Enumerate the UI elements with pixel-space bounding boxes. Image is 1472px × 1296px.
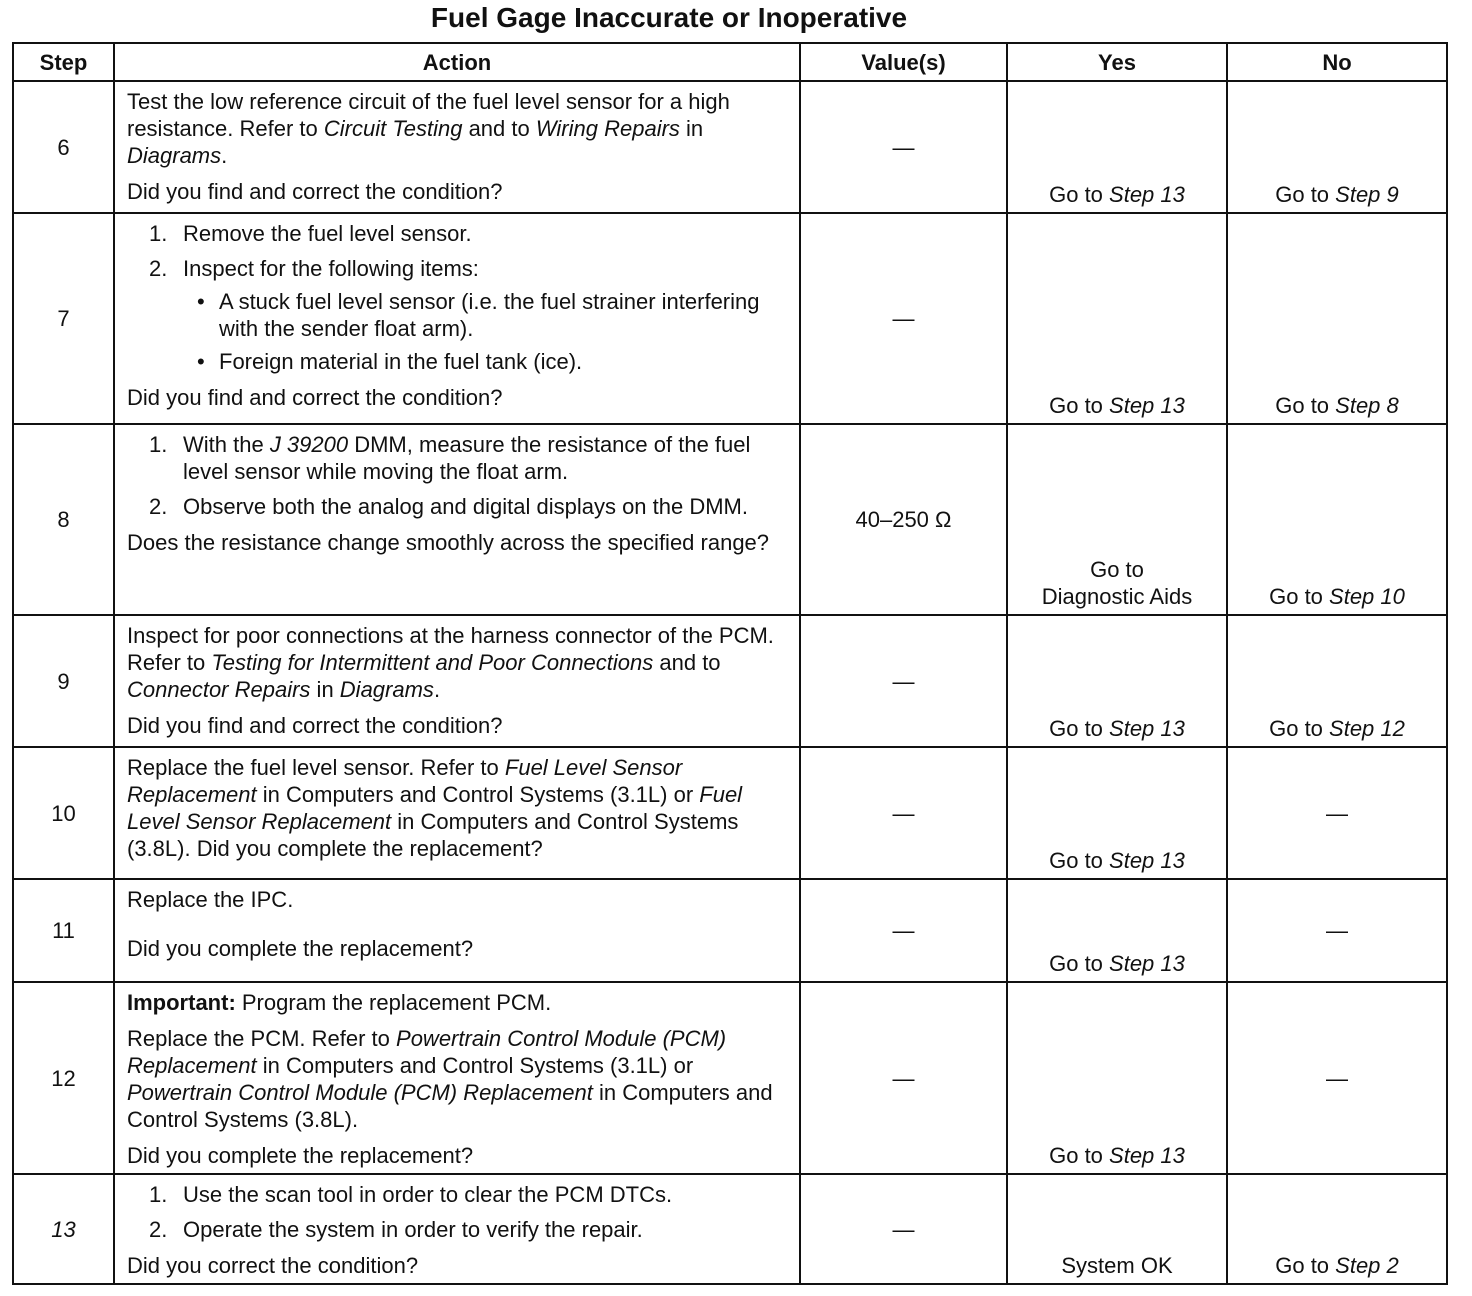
list-item xyxy=(127,431,789,485)
value-cell: — xyxy=(800,213,1007,424)
action-paragraph xyxy=(127,178,789,205)
text-segment: Replace the IPC. xyxy=(127,887,294,912)
text-segment: Diagrams xyxy=(339,677,434,702)
text-segment: in xyxy=(310,677,340,702)
table-row xyxy=(13,747,1447,879)
text-segment: and to xyxy=(653,650,721,675)
table-row xyxy=(13,424,1447,615)
list-item xyxy=(127,1216,789,1243)
step-reference: Step 2 xyxy=(1335,1253,1399,1278)
value-cell: — xyxy=(800,1174,1007,1284)
text-segment: With the xyxy=(183,432,270,457)
text-segment: in Computers and Control Systems (3.8L). xyxy=(127,1080,773,1132)
action-cell xyxy=(114,81,800,213)
text-segment: Diagrams xyxy=(127,143,222,168)
value-cell: — xyxy=(800,747,1007,879)
diagnostic-table xyxy=(12,42,1448,1285)
text-segment: Foreign material in the fuel tank (ice). xyxy=(219,349,583,374)
header-no: No xyxy=(1227,43,1447,81)
text-segment: Did you complete the replacement? xyxy=(127,936,474,961)
text-segment: . xyxy=(221,143,228,168)
table-row xyxy=(13,982,1447,1174)
action-paragraph xyxy=(127,1025,789,1133)
header-step: Step xyxy=(13,43,114,81)
step-number: 11 xyxy=(13,879,114,982)
text-segment: Remove the fuel level sensor. xyxy=(183,221,472,246)
no-cell: — xyxy=(1227,747,1447,879)
bullet-item xyxy=(183,348,789,375)
no-cell: Go to Step 2 xyxy=(1227,1174,1447,1284)
list-number: 1. xyxy=(149,1182,168,1207)
yes-cell: System OK xyxy=(1007,1174,1227,1284)
yes-cell: Go to Step 13 xyxy=(1007,879,1227,982)
no-cell: Go to Step 8 xyxy=(1227,213,1447,424)
list-number: 2. xyxy=(149,1217,168,1242)
text-segment: Fuel Level Sensor Replacement xyxy=(127,782,743,834)
text-segment: Inspect for the following items: xyxy=(183,256,479,281)
bullet-icon: • xyxy=(197,289,205,314)
action-cell xyxy=(114,879,800,982)
step-reference: Step 13 xyxy=(1109,716,1185,741)
text-segment: Did you find and correct the condition? xyxy=(127,385,503,410)
step-number: 7 xyxy=(13,213,114,424)
value-cell: — xyxy=(800,615,1007,747)
text-segment: Did you find and correct the condition? xyxy=(127,179,503,204)
list-item xyxy=(127,255,789,375)
text-segment: A stuck fuel level sensor (i.e. the fuel strainer interfering with the sender float arm). xyxy=(219,289,760,341)
list-number: 2. xyxy=(149,494,168,519)
value-cell: — xyxy=(800,879,1007,982)
header-row xyxy=(13,43,1447,81)
list-item xyxy=(127,220,789,247)
numbered-list xyxy=(127,1181,789,1243)
step-reference: Step 9 xyxy=(1335,182,1399,207)
header-yes: Yes xyxy=(1007,43,1227,81)
step-reference: Step 13 xyxy=(1109,1143,1185,1168)
action-cell xyxy=(114,213,800,424)
value-cell: — xyxy=(800,982,1007,1174)
yes-cell: Go to Step 13 xyxy=(1007,747,1227,879)
text-segment: Use the scan tool in order to clear the PCM DTCs. xyxy=(183,1182,673,1207)
list-item xyxy=(127,1181,789,1208)
bullet-icon: • xyxy=(197,349,205,374)
table-row xyxy=(13,1174,1447,1284)
text-segment: Inspect for poor connections at the harness connector of the PCM. Refer to xyxy=(127,623,774,675)
text-segment: Fuel Level Sensor Replacement xyxy=(127,755,683,807)
no-cell: Go to Step 9 xyxy=(1227,81,1447,213)
action-cell xyxy=(114,982,800,1174)
text-segment: Wiring Repairs xyxy=(535,116,680,141)
step-reference: Step 13 xyxy=(1109,393,1185,418)
text-segment: Observe both the analog and digital displays on the DMM. xyxy=(183,494,748,519)
action-cell xyxy=(114,615,800,747)
header-action: Action xyxy=(114,43,800,81)
text-segment: Did you find and correct the condition? xyxy=(127,713,503,738)
value-cell: 40–250 Ω xyxy=(800,424,1007,615)
text-segment: . xyxy=(433,677,441,702)
step-number: 6 xyxy=(13,81,114,213)
action-paragraph xyxy=(127,384,789,411)
action-paragraph xyxy=(127,886,789,913)
text-segment: Did you correct the condition? xyxy=(127,1253,419,1278)
text-segment: Test the low reference circuit of the fuel level sensor for a high resistance. Refer to xyxy=(127,89,730,141)
step-reference: Step 13 xyxy=(1109,848,1185,873)
action-paragraph xyxy=(127,989,789,1016)
bullet-list xyxy=(183,288,789,375)
page-title: Fuel Gage Inaccurate or Inoperative xyxy=(430,2,908,33)
step-reference: Step 10 xyxy=(1329,584,1405,609)
no-cell: Go to Step 12 xyxy=(1227,615,1447,747)
action-paragraph xyxy=(127,754,789,862)
text-segment: Circuit Testing xyxy=(323,116,463,141)
text-segment: Testing for Intermittent and Poor Connections xyxy=(211,650,654,675)
value-cell: — xyxy=(800,81,1007,213)
no-cell: — xyxy=(1227,879,1447,982)
numbered-list xyxy=(127,431,789,520)
action-paragraph xyxy=(127,712,789,739)
text-segment: in Computers and Control Systems (3.8L). Did you complete the replacement? xyxy=(127,809,739,861)
text-segment: Replace the PCM. Refer to xyxy=(127,1026,397,1051)
action-paragraph xyxy=(127,935,789,962)
text-segment: Does the resistance change smoothly across the specified range? xyxy=(127,530,770,555)
action-cell xyxy=(114,1174,800,1284)
text-segment: Replace the fuel level sensor. Refer to xyxy=(127,755,505,780)
text-segment: Important: xyxy=(127,990,236,1015)
list-item xyxy=(127,493,789,520)
text-segment: Program the replacement PCM. xyxy=(235,990,552,1015)
header-values: Value(s) xyxy=(800,43,1007,81)
table-row xyxy=(13,213,1447,424)
table-row xyxy=(13,879,1447,982)
step-number: 9 xyxy=(13,615,114,747)
action-cell xyxy=(114,424,800,615)
text-segment: J 39200 xyxy=(269,432,349,457)
text-segment: in Computers and Control Systems (3.1L) or xyxy=(256,1053,694,1078)
step-number: 13 xyxy=(13,1174,114,1284)
no-cell: Go to Step 10 xyxy=(1227,424,1447,615)
yes-cell: Go to Step 13 xyxy=(1007,213,1227,424)
text-segment: in Computers and Control Systems (3.1L) or xyxy=(256,782,700,807)
text-segment: Powertrain Control Module (PCM) Replacement xyxy=(127,1080,593,1105)
action-paragraph xyxy=(127,622,789,703)
list-number: 1. xyxy=(149,432,168,457)
step-reference: Step 8 xyxy=(1335,393,1399,418)
action-cell xyxy=(114,747,800,879)
step-reference: Step 12 xyxy=(1329,716,1405,741)
action-paragraph xyxy=(127,88,789,169)
text-segment: and to xyxy=(462,116,536,141)
yes-cell: Go to Diagnostic Aids xyxy=(1007,424,1227,615)
text-segment: Powertrain Control Module (PCM) Replacement xyxy=(127,1026,727,1078)
text-segment: DMM, measure the resistance of the fuel level sensor while moving the float arm. xyxy=(183,432,751,484)
yes-cell: Go to Step 13 xyxy=(1007,615,1227,747)
table-row xyxy=(13,615,1447,747)
action-paragraph xyxy=(127,529,789,556)
step-number: 8 xyxy=(13,424,114,615)
list-number: 1. xyxy=(149,221,168,246)
no-cell: — xyxy=(1227,982,1447,1174)
numbered-list xyxy=(127,220,789,375)
text-segment: Connector Repairs xyxy=(127,677,311,702)
step-reference: Step 13 xyxy=(1109,951,1185,976)
list-number: 2. xyxy=(149,256,168,281)
table-row xyxy=(13,81,1447,213)
bullet-item xyxy=(183,288,789,342)
step-number: 10 xyxy=(13,747,114,879)
text-segment: Did you complete the replacement? xyxy=(127,1143,474,1168)
text-segment: in xyxy=(679,116,704,141)
step-reference: Step 13 xyxy=(1109,182,1185,207)
yes-cell: Go to Step 13 xyxy=(1007,81,1227,213)
text-segment: Operate the system in order to verify the repair. xyxy=(183,1217,643,1242)
action-paragraph xyxy=(127,1252,789,1279)
action-paragraph xyxy=(127,1142,789,1169)
step-number: 12 xyxy=(13,982,114,1174)
yes-cell: Go to Step 13 xyxy=(1007,982,1227,1174)
